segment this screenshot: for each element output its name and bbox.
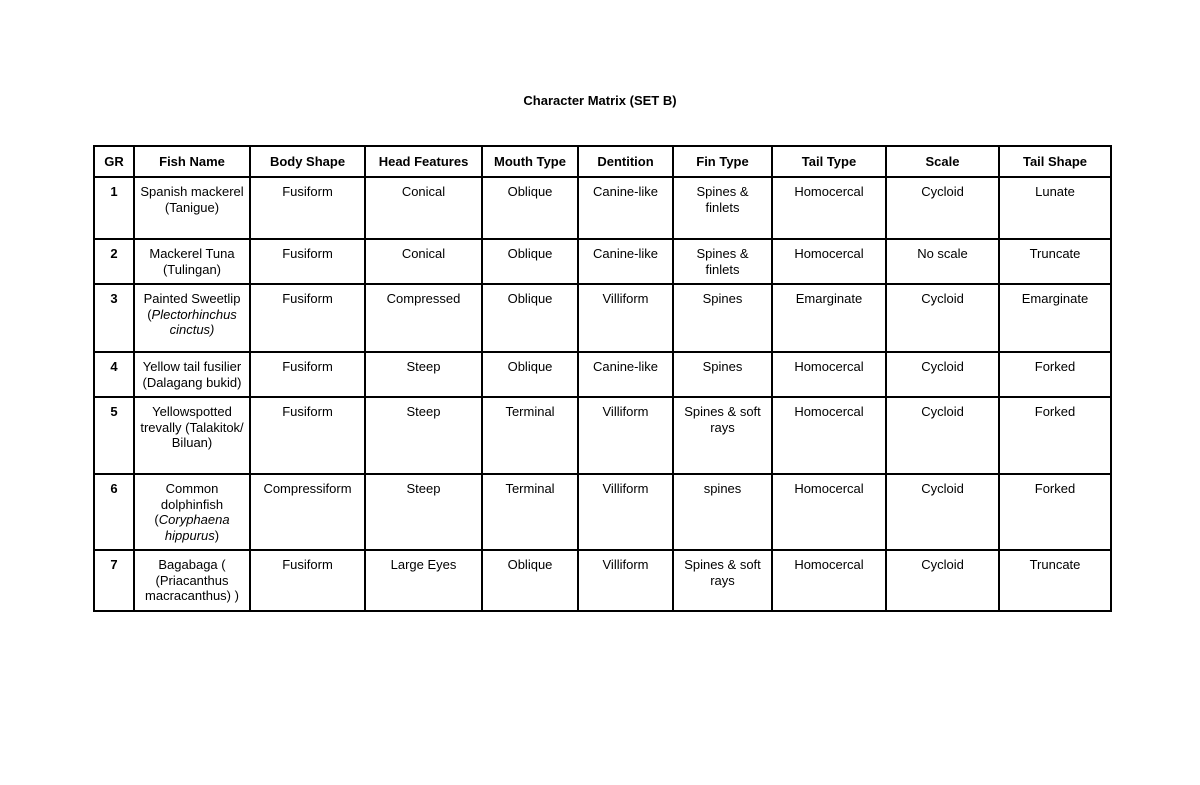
cell-body-shape: Fusiform	[250, 352, 365, 397]
cell-fin-type: Spines	[673, 284, 772, 352]
cell-mouth-type: Terminal	[482, 474, 578, 550]
table-row	[94, 397, 1111, 474]
fish-local-name: (Dalagang bukid)	[142, 374, 242, 390]
column-header-scale: Scale	[886, 146, 999, 177]
cell-mouth-type: Oblique	[482, 550, 578, 611]
cell-scale: Cycloid	[886, 352, 999, 397]
cell-fish-name	[134, 397, 250, 474]
cell-tail-shape: Forked	[999, 474, 1111, 550]
cell-fin-type: Spines & soft rays	[673, 397, 772, 474]
fish-local-name: (Talakitok/ Biluan)	[171, 419, 244, 450]
cell-head-features: Conical	[365, 177, 482, 239]
cell-tail-type: Homocercal	[772, 239, 886, 284]
header-row	[94, 146, 1111, 177]
fish-scientific-name: Plectorhinchus cinctus)	[151, 306, 237, 337]
cell-fish-name	[134, 177, 250, 239]
cell-gr: 4	[94, 352, 134, 397]
cell-body-shape: Fusiform	[250, 550, 365, 611]
cell-gr: 5	[94, 397, 134, 474]
cell-dentition: Villiform	[578, 474, 673, 550]
cell-mouth-type: Oblique	[482, 177, 578, 239]
cell-scale: Cycloid	[886, 397, 999, 474]
cell-body-shape: Fusiform	[250, 177, 365, 239]
cell-tail-type: Homocercal	[772, 474, 886, 550]
cell-tail-type: Homocercal	[772, 397, 886, 474]
fish-local-name: (Tulingan)	[162, 261, 222, 277]
fish-local-name: (	[147, 306, 152, 322]
cell-tail-type: Homocercal	[772, 352, 886, 397]
cell-head-features: Steep	[365, 474, 482, 550]
cell-tail-type: Homocercal	[772, 177, 886, 239]
cell-scale: Cycloid	[886, 550, 999, 611]
cell-gr: 6	[94, 474, 134, 550]
cell-gr: 2	[94, 239, 134, 284]
fish-common-name: Bagabaga	[158, 557, 218, 572]
cell-fish-name	[134, 550, 250, 611]
cell-tail-shape: Lunate	[999, 177, 1111, 239]
cell-tail-shape: Forked	[999, 352, 1111, 397]
character-matrix-table	[93, 145, 1112, 612]
fish-common-name: Painted Sweetlip	[143, 291, 241, 306]
cell-gr: 7	[94, 550, 134, 611]
fish-common-name: Yellowspotted trevally	[140, 404, 232, 435]
cell-gr: 3	[94, 284, 134, 352]
cell-fin-type: Spines & soft rays	[673, 550, 772, 611]
cell-mouth-type: Oblique	[482, 239, 578, 284]
cell-head-features: Compressed	[365, 284, 482, 352]
cell-fin-type: Spines & finlets	[673, 239, 772, 284]
fish-common-name: Mackerel Tuna	[149, 246, 235, 261]
cell-head-features: Conical	[365, 239, 482, 284]
cell-mouth-type: Oblique	[482, 284, 578, 352]
cell-tail-shape: Truncate	[999, 239, 1111, 284]
cell-mouth-type: Terminal	[482, 397, 578, 474]
cell-dentition: Villiform	[578, 397, 673, 474]
cell-tail-type: Homocercal	[772, 550, 886, 611]
cell-head-features: Steep	[365, 352, 482, 397]
column-header-head-features: Head Features	[365, 146, 482, 177]
table-body	[94, 177, 1111, 611]
cell-gr: 1	[94, 177, 134, 239]
cell-scale: Cycloid	[886, 474, 999, 550]
cell-head-features: Steep	[365, 397, 482, 474]
cell-tail-shape: Truncate	[999, 550, 1111, 611]
cell-fin-type: Spines & finlets	[673, 177, 772, 239]
cell-tail-type: Emarginate	[772, 284, 886, 352]
cell-body-shape: Fusiform	[250, 284, 365, 352]
table-row	[94, 474, 1111, 550]
cell-fish-name	[134, 284, 250, 352]
cell-mouth-type: Oblique	[482, 352, 578, 397]
column-header-mouth-type: Mouth Type	[482, 146, 578, 177]
cell-tail-shape: Emarginate	[999, 284, 1111, 352]
table-row	[94, 284, 1111, 352]
fish-name-suffix: )	[214, 527, 220, 543]
table-row	[94, 550, 1111, 611]
page-title: Character Matrix (SET B)	[523, 93, 677, 108]
fish-local-name: (Tanigue)	[164, 199, 220, 215]
table-row	[94, 352, 1111, 397]
cell-dentition: Canine-like	[578, 352, 673, 397]
table-row	[94, 239, 1111, 284]
cell-dentition: Canine-like	[578, 177, 673, 239]
cell-body-shape: Fusiform	[250, 397, 365, 474]
column-header-fish-name: Fish Name	[134, 146, 250, 177]
cell-head-features: Large Eyes	[365, 550, 482, 611]
cell-fin-type: spines	[673, 474, 772, 550]
cell-tail-shape: Forked	[999, 397, 1111, 474]
cell-dentition: Canine-like	[578, 239, 673, 284]
fish-common-name: Spanish mackerel	[140, 184, 244, 199]
table-row	[94, 177, 1111, 239]
cell-fish-name	[134, 352, 250, 397]
cell-body-shape: Compressiform	[250, 474, 365, 550]
column-header-fin-type: Fin Type	[673, 146, 772, 177]
cell-fish-name	[134, 474, 250, 550]
fish-local-name: (	[154, 512, 159, 527]
column-header-tail-type: Tail Type	[772, 146, 886, 177]
column-header-tail-shape: Tail Shape	[999, 146, 1111, 177]
column-header-gr: GR	[94, 146, 134, 177]
cell-scale: Cycloid	[886, 177, 999, 239]
cell-scale: No scale	[886, 239, 999, 284]
fish-common-name: Yellow tail fusilier	[142, 359, 242, 374]
cell-body-shape: Fusiform	[250, 239, 365, 284]
cell-dentition: Villiform	[578, 284, 673, 352]
cell-dentition: Villiform	[578, 550, 673, 611]
cell-fin-type: Spines	[673, 352, 772, 397]
fish-local-name: ( (Priacanthus macracanthus) )	[145, 557, 239, 603]
fish-scientific-name: Coryphaena hippurus	[158, 512, 230, 543]
column-header-dentition: Dentition	[578, 146, 673, 177]
cell-fish-name	[134, 239, 250, 284]
column-header-body-shape: Body Shape	[250, 146, 365, 177]
fish-common-name: Common dolphinfish	[160, 481, 224, 512]
cell-scale: Cycloid	[886, 284, 999, 352]
